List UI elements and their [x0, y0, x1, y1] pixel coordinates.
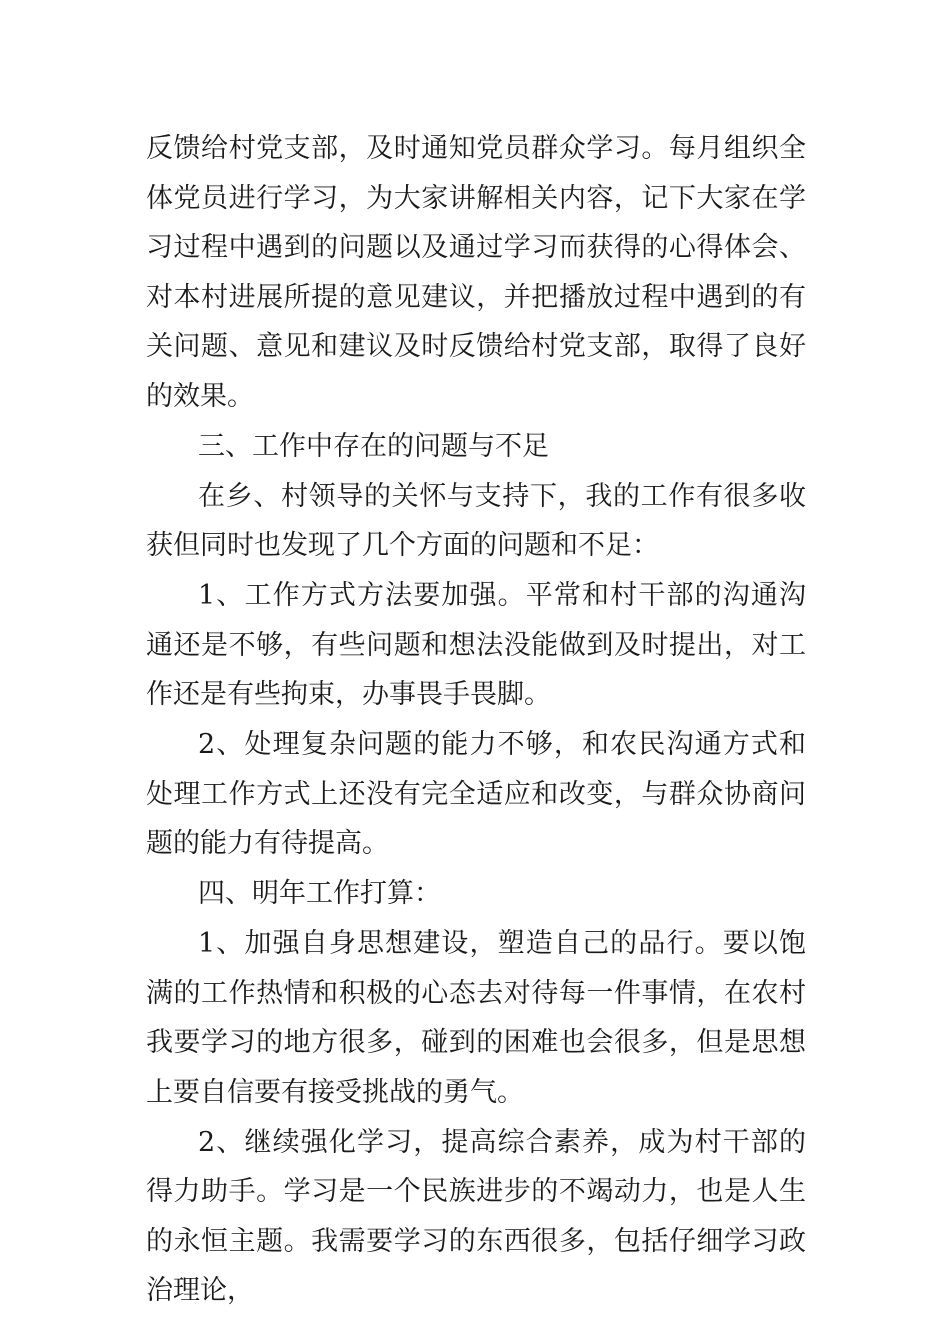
document-body: [146, 124, 806, 1316]
paragraph-plan-2: 2、继续强化学习，提高综合素养，成为村干部的得力助手。学习是一个民族进步的不竭动力，也是人生的永恒主题。我需要学习的东西很多，包括仔细学习政治理论，: [146, 1126, 806, 1306]
paragraph-problem-1: 1、工作方式方法要加强。平常和村干部的沟通沟通还是不够，有些问题和想法没能做到及时提出，对工作还是有些拘束，办事畏手畏脚。: [146, 580, 806, 710]
paragraph-problem-2: 2、处理复杂问题的能力不够，和农民沟通方式和处理工作方式上还没有完全适应和改变，与群众协商问题的能力有待提高。: [146, 729, 806, 859]
section-heading-problems: 三、工作中存在的问题与不足: [198, 430, 549, 462]
paragraph-continuation: 反馈给村党支部，及时通知党员群众学习。每月组织全体党员进行学习，为大家讲解相关内容，记下大家在学习过程中遇到的问题以及通过学习而获得的心得体会、对本村进展所提的意见建议，并把播放过程中遇到的有关问题、意见和建议及时反馈给村党支部，取得了良好的效果。: [146, 133, 806, 412]
section-heading-plans: 四、明年工作打算：: [198, 878, 441, 909]
paragraph-plan-1: 1、加强自身思想建设，塑造自己的品行。要以饱满的工作热情和积极的心态去对待每一件事情，在农村我要学习的地方很多，碰到的困难也会很多，但是思想上要自信要有接受挑战的勇气。: [146, 928, 806, 1108]
paragraph-problems-intro: 在乡、村领导的关怀与支持下，我的工作有很多收获但同时也发现了几个方面的问题和不足：: [146, 480, 806, 561]
